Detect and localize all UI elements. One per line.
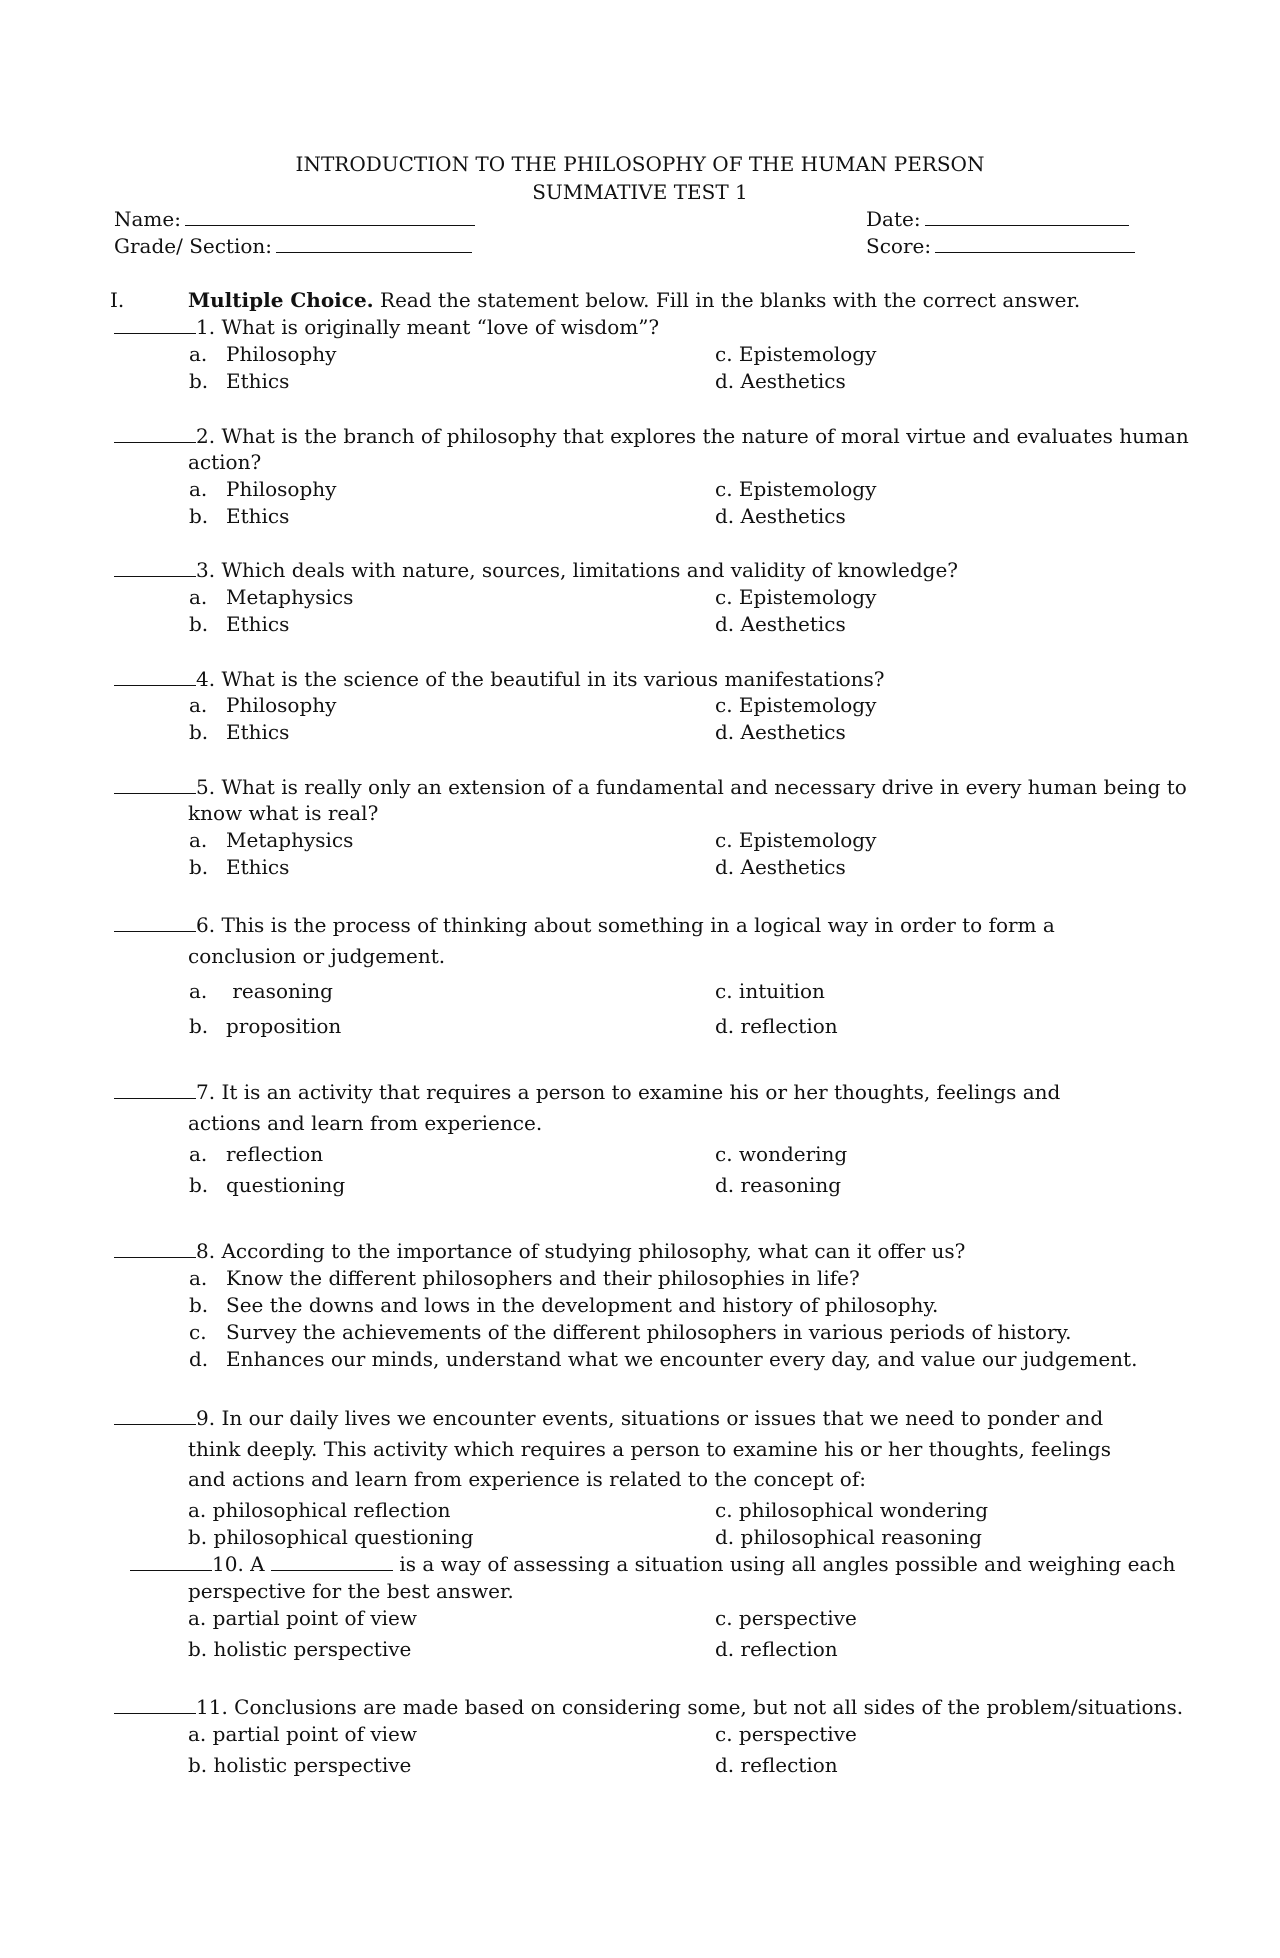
date-field (866, 206, 1129, 232)
answer-blank[interactable] (114, 1239, 196, 1258)
answer-blank[interactable] (114, 1080, 196, 1099)
option-b: b. Ethics (189, 612, 290, 636)
option-c: c. Epistemology (715, 585, 877, 609)
option-c: c. intuition (715, 979, 825, 1003)
option-b: b. See the downs and lows in the development and history of philosophy. (189, 1293, 939, 1317)
option-c: c. perspective (715, 1722, 857, 1746)
date-label: Date: (866, 207, 921, 231)
option-a: a. Know the different philosophers and their philosophies in life? (189, 1266, 860, 1290)
option-b: b. questioning (189, 1173, 346, 1197)
section-number: I. (110, 288, 125, 312)
grade-section-field (114, 233, 472, 259)
option-a: a. reflection (189, 1142, 324, 1166)
section-heading (188, 287, 1080, 313)
option-b: b. Ethics (189, 369, 290, 393)
question-4 (114, 666, 885, 692)
grade-section-label: Grade/ Section: (114, 234, 273, 258)
option-d: d. reflection (715, 1014, 838, 1038)
question-stem-end: is a way of assessing a situation using all angles possible and weighing each (399, 1552, 1176, 1576)
document-subtitle: SUMMATIVE TEST 1 (532, 180, 748, 204)
option-a: a. partial point of view (188, 1606, 418, 1630)
question-stem: 2. What is the branch of philosophy that explores the nature of moral virtue and evaluates human (196, 424, 1189, 448)
score-field (866, 233, 1135, 259)
option-c: c. Epistemology (715, 828, 877, 852)
answer-blank[interactable] (114, 913, 196, 932)
question-stem-cont: actions and learn from experience. (188, 1111, 543, 1135)
option-a: a. philosophical reflection (188, 1498, 451, 1522)
question-stem-cont: perspective for the best answer. (188, 1579, 514, 1603)
date-blank[interactable] (925, 207, 1129, 226)
question-8 (114, 1238, 965, 1264)
document-title: INTRODUCTION TO THE PHILOSOPHY OF THE HUMAN PERSON (295, 152, 985, 176)
question-2 (114, 423, 1189, 449)
question-stem-cont: conclusion or judgement. (188, 944, 446, 968)
question-stem-cont: and actions and learn from experience is related to the concept of: (188, 1467, 866, 1491)
question-stem: 4. What is the science of the beautiful in its various manifestations? (196, 667, 885, 691)
option-b: b. Ethics (189, 855, 290, 879)
option-a: a. partial point of view (188, 1722, 418, 1746)
answer-blank[interactable] (114, 667, 196, 686)
question-stem: 1. What is originally meant “love of wisdom”? (196, 315, 660, 339)
option-c: c. wondering (715, 1142, 848, 1166)
question-stem: 6. This is the process of thinking about something in a logical way in order to form a (196, 913, 1055, 937)
option-d: d. reflection (715, 1753, 838, 1777)
option-b: b. philosophical questioning (188, 1525, 474, 1549)
option-b: b. proposition (189, 1014, 342, 1038)
option-d: d. Aesthetics (715, 855, 846, 879)
question-9 (114, 1405, 1103, 1431)
score-blank[interactable] (935, 234, 1135, 253)
option-d: d. philosophical reasoning (715, 1525, 982, 1549)
name-label: Name: (114, 207, 181, 231)
option-a: a. Philosophy (189, 342, 337, 366)
question-1 (114, 314, 659, 340)
option-d: d. reflection (715, 1637, 838, 1661)
section-instruction: Read the statement below. Fill in the blanks with the correct answer. (380, 288, 1081, 312)
question-7 (114, 1079, 1060, 1105)
option-d: d. Enhances our minds, understand what we encounter every day, and value our judgement. (189, 1347, 1138, 1371)
option-d: d. Aesthetics (715, 720, 846, 744)
question-11 (114, 1694, 1183, 1720)
option-a: a. Philosophy (189, 693, 337, 717)
question-stem-cont: action? (188, 450, 262, 474)
answer-blank[interactable] (114, 424, 196, 443)
question-3 (114, 557, 958, 583)
question-stem: 9. In our daily lives we encounter events, situations or issues that we need to ponder and (196, 1406, 1104, 1430)
question-stem: 7. It is an activity that requires a person to examine his or her thoughts, feelings and (196, 1080, 1061, 1104)
answer-blank[interactable] (114, 558, 196, 577)
question-stem-cont: know what is real? (188, 801, 379, 825)
option-a: a. Metaphysics (189, 828, 354, 852)
inline-blank[interactable] (271, 1552, 393, 1571)
question-stem: 3. Which deals with nature, sources, limitations and validity of knowledge? (196, 558, 959, 582)
question-stem: 5. What is really only an extension of a fundamental and necessary drive in every human being to (196, 775, 1187, 799)
question-6 (114, 912, 1055, 938)
option-d: d. Aesthetics (715, 504, 846, 528)
grade-section-blank[interactable] (276, 234, 472, 253)
section-title: Multiple Choice. (188, 288, 374, 312)
score-label: Score: (866, 234, 932, 258)
answer-blank[interactable] (114, 1695, 196, 1714)
option-b: b. holistic perspective (188, 1753, 412, 1777)
option-a: a. Philosophy (189, 477, 337, 501)
answer-blank[interactable] (130, 1552, 212, 1571)
option-b: b. Ethics (189, 720, 290, 744)
option-c: c. perspective (715, 1606, 857, 1630)
answer-blank[interactable] (114, 315, 196, 334)
option-d: d. Aesthetics (715, 612, 846, 636)
option-d: d. Aesthetics (715, 369, 846, 393)
question-stem: 8. According to the importance of studying philosophy, what can it offer us? (196, 1239, 966, 1263)
option-c: c. Survey the achievements of the different philosophers in various periods of history. (189, 1320, 1072, 1344)
name-blank[interactable] (185, 207, 475, 226)
answer-blank[interactable] (114, 1406, 196, 1425)
answer-blank[interactable] (114, 775, 196, 794)
question-stem: 11. Conclusions are made based on considering some, but not all sides of the problem/situations. (196, 1695, 1184, 1719)
option-b: b. Ethics (189, 504, 290, 528)
option-c: c. Epistemology (715, 342, 877, 366)
option-d: d. reasoning (715, 1173, 842, 1197)
option-b: b. holistic perspective (188, 1637, 412, 1661)
option-c: c. Epistemology (715, 477, 877, 501)
option-c: c. Epistemology (715, 693, 877, 717)
question-10 (130, 1551, 1175, 1577)
option-c: c. philosophical wondering (715, 1498, 989, 1522)
question-stem-cont: think deeply. This activity which requires a person to examine his or her thoughts, feelings (188, 1437, 1111, 1461)
question-5 (114, 774, 1187, 800)
question-stem-start: 10. A (212, 1552, 265, 1576)
option-a: a. reasoning (189, 979, 333, 1003)
option-a: a. Metaphysics (189, 585, 354, 609)
name-field (114, 206, 475, 232)
